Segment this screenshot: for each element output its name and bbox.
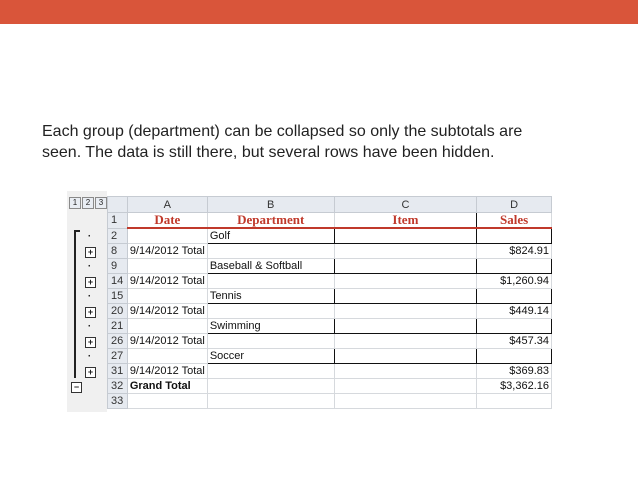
slide-caption: Each group (department) can be collapsed so only the subtotals are seen. The data is still there, but several rows have been hidden. xyxy=(42,123,523,161)
cell-date[interactable]: 9/14/2012 Total xyxy=(127,244,207,259)
cell-item[interactable] xyxy=(334,244,477,259)
row-number[interactable]: 8 xyxy=(108,244,128,259)
cell-item[interactable]: Item xyxy=(334,213,477,229)
column-header-a[interactable]: A xyxy=(127,197,207,213)
expand-group-icon[interactable]: + xyxy=(85,337,96,348)
cell-item[interactable] xyxy=(334,379,477,394)
table-row xyxy=(108,349,552,364)
cell-date[interactable]: 9/14/2012 Total xyxy=(127,304,207,319)
table-row xyxy=(108,259,552,274)
outline-level-buttons xyxy=(69,197,107,209)
row-number[interactable]: 33 xyxy=(108,394,128,409)
row-number[interactable]: 21 xyxy=(108,319,128,334)
expand-group-icon[interactable]: + xyxy=(85,367,96,378)
cell-department[interactable]: Swimming xyxy=(207,319,334,334)
expand-group-icon[interactable]: + xyxy=(85,307,96,318)
expand-group-icon[interactable]: + xyxy=(85,277,96,288)
table-row xyxy=(108,274,552,289)
outline-level-2-button[interactable]: 2 xyxy=(82,197,94,209)
column-header-row xyxy=(108,197,552,213)
select-all-corner[interactable] xyxy=(108,197,128,213)
cell-date[interactable] xyxy=(127,289,207,304)
cell-date[interactable]: 9/14/2012 Total xyxy=(127,334,207,349)
table-row xyxy=(108,228,552,244)
collapse-group-icon[interactable]: − xyxy=(71,382,82,393)
table-row xyxy=(108,394,552,409)
cell-department[interactable]: Baseball & Softball xyxy=(207,259,334,274)
cell-sales[interactable]: $449.14 xyxy=(477,304,552,319)
cell-date[interactable] xyxy=(127,259,207,274)
cell-department[interactable] xyxy=(207,334,334,349)
cell-item[interactable] xyxy=(334,228,477,244)
row-number[interactable]: 9 xyxy=(108,259,128,274)
cell-date[interactable] xyxy=(127,228,207,244)
cell-sales[interactable]: $457.34 xyxy=(477,334,552,349)
cell-sales[interactable]: $369.83 xyxy=(477,364,552,379)
cell-sales[interactable] xyxy=(477,394,552,409)
header-row xyxy=(108,213,552,229)
outline-level-1-button[interactable]: 1 xyxy=(69,197,81,209)
spreadsheet-screenshot xyxy=(67,191,552,412)
cell-item[interactable] xyxy=(334,349,477,364)
outline-level-3-button[interactable]: 3 xyxy=(95,197,107,209)
cell-department[interactable] xyxy=(207,394,334,409)
cell-date[interactable] xyxy=(127,319,207,334)
column-header-b[interactable]: B xyxy=(207,197,334,213)
cell-item[interactable] xyxy=(334,259,477,274)
outline-pane xyxy=(67,191,107,412)
table-row xyxy=(108,289,552,304)
cell-department[interactable] xyxy=(207,244,334,259)
sheet-grid xyxy=(107,196,552,409)
cell-sales[interactable] xyxy=(477,319,552,334)
row-number[interactable]: 27 xyxy=(108,349,128,364)
cell-item[interactable] xyxy=(334,334,477,349)
table-row xyxy=(108,334,552,349)
row-number[interactable]: 20 xyxy=(108,304,128,319)
column-header-d[interactable]: D xyxy=(477,197,552,213)
cell-department[interactable] xyxy=(207,304,334,319)
cell-sales[interactable]: $1,260.94 xyxy=(477,274,552,289)
column-header-c[interactable]: C xyxy=(334,197,477,213)
outline-dot-icon: · xyxy=(87,261,92,272)
cell-date[interactable]: Date xyxy=(127,213,207,229)
cell-department[interactable]: Soccer xyxy=(207,349,334,364)
outline-dot-icon: · xyxy=(87,231,92,242)
cell-department[interactable]: Department xyxy=(207,213,334,229)
cell-item[interactable] xyxy=(334,274,477,289)
row-number[interactable]: 31 xyxy=(108,364,128,379)
table-row xyxy=(108,379,552,394)
cell-date[interactable]: 9/14/2012 Total xyxy=(127,274,207,289)
outline-dot-icon: · xyxy=(87,291,92,302)
cell-sales[interactable]: Sales xyxy=(477,213,552,229)
cell-item[interactable] xyxy=(334,319,477,334)
cell-sales[interactable]: $3,362.16 xyxy=(477,379,552,394)
cell-department[interactable] xyxy=(207,364,334,379)
cell-item[interactable] xyxy=(334,364,477,379)
expand-group-icon[interactable]: + xyxy=(85,247,96,258)
table-row xyxy=(108,364,552,379)
cell-item[interactable] xyxy=(334,304,477,319)
cell-date[interactable]: 9/14/2012 Total xyxy=(127,364,207,379)
cell-date[interactable]: Grand Total xyxy=(127,379,207,394)
cell-item[interactable] xyxy=(334,289,477,304)
cell-sales[interactable] xyxy=(477,349,552,364)
table-row xyxy=(108,244,552,259)
outline-dot-icon: · xyxy=(87,321,92,332)
cell-department[interactable] xyxy=(207,379,334,394)
cell-date[interactable] xyxy=(127,349,207,364)
cell-item[interactable] xyxy=(334,394,477,409)
row-number[interactable]: 32 xyxy=(108,379,128,394)
cell-department[interactable]: Tennis xyxy=(207,289,334,304)
outline-group-bracket xyxy=(74,230,80,378)
cell-date[interactable] xyxy=(127,394,207,409)
row-number[interactable]: 15 xyxy=(108,289,128,304)
cell-sales[interactable] xyxy=(477,289,552,304)
sheet-body xyxy=(108,213,552,409)
row-number[interactable]: 2 xyxy=(108,228,128,244)
table-row xyxy=(108,319,552,334)
row-number[interactable]: 1 xyxy=(108,213,128,229)
cell-department[interactable] xyxy=(207,274,334,289)
row-number[interactable]: 26 xyxy=(108,334,128,349)
table-row xyxy=(108,304,552,319)
cell-department[interactable]: Golf xyxy=(207,228,334,244)
title-bar xyxy=(0,0,638,24)
outline-dot-icon: · xyxy=(87,351,92,362)
row-number[interactable]: 14 xyxy=(108,274,128,289)
cell-sales[interactable]: $824.91 xyxy=(477,244,552,259)
cell-sales[interactable] xyxy=(477,228,552,244)
cell-sales[interactable] xyxy=(477,259,552,274)
